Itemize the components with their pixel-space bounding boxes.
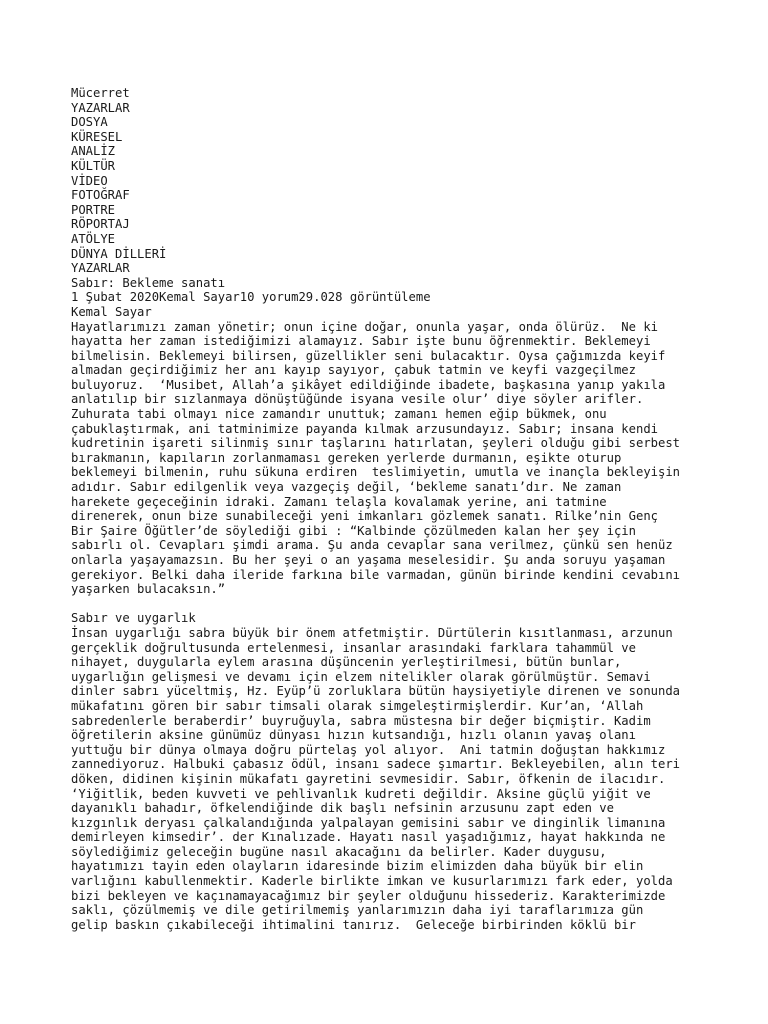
text-line: bizi bekleyen ve kaçınamayacağımız bir şeyler olduğunu hissederiz. Karakterimizde <box>71 888 666 903</box>
article-title: Sabır: Bekleme sanatı <box>71 275 226 290</box>
text-line: beklemeyi bilmenin, ruhu sükuna erdiren teslimiyetin, umutla ve inançla bekleyişin <box>71 465 681 480</box>
text-line: harekete geçeceğinin idraki. Zamanı telaşla kovalamak yerine, ani tatmine <box>71 494 607 509</box>
text-line: öğretilerin aksine günümüz dünyası hızın kutsandığı, hızlı olanın yavaş olanı <box>71 728 636 743</box>
text-line: ‘Yiğitlik, beden kuvveti ve pehlivanlık kudreti değildir. Aksine güçlü yiğit ve <box>71 786 651 801</box>
text-line: gelip baskın çıkabileceği ihtimalini tanırız. Geleceğe birbirinden köklü bir <box>71 917 636 932</box>
text-line: sabredenlerle beraberdir’ buyruğuyla, sabra müstesna bir değer biçmiştir. Kadim <box>71 713 651 728</box>
text-line: sabırlı ol. Cevapları şimdi arama. Şu anda cevaplar sana verilmez, çünkü sen henüz <box>71 538 673 553</box>
section-heading: Sabır ve uygarlık <box>71 611 196 626</box>
nav-item-yazarlar[interactable]: YAZARLAR <box>71 100 130 115</box>
nav-item-kuresel[interactable]: KÜRESEL <box>71 129 123 144</box>
text-line: saklı, çözülmemiş ve dile getirilmemiş yanlarımızın daha iyi taraflarımıza gün <box>71 903 644 918</box>
text-line: gerçeklik doğrultusunda ertelenmesi, insanlar arasındaki farklara tahammül ve <box>71 640 636 655</box>
nav-item-dosya[interactable]: DOSYA <box>71 115 108 130</box>
text-line: kızgınlık deryası çalkalandığında yalpalayan gemisini sabır ve dinginlik limanına <box>71 815 666 830</box>
text-line: Bir Şaire Öğütler’de söylediği gibi : “Kalbinde çözülmeden kalan her şey için <box>71 523 636 538</box>
text-line: varlığını kabullenmektir. Kaderle birlikte imkan ve kusurlarımızı fark eder, yolda <box>71 874 673 889</box>
text-line: kudretinin işareti silinmiş sınır taşlarını hatırlatan, şeyleri olduğu gibi serbest <box>71 436 681 451</box>
nav-item-roportaj[interactable]: RÖPORTAJ <box>71 217 130 232</box>
article-intro-paragraph <box>71 320 761 597</box>
nav-item-atolye[interactable]: ATÖLYE <box>71 231 116 246</box>
nav-item-kultur[interactable]: KÜLTÜR <box>71 158 116 173</box>
text-line: söylediğimiz geleceğin bugüne nasıl akacağını da belirler. Kader duygusu, <box>71 844 607 859</box>
nav-item-video[interactable]: VİDEO <box>71 173 108 188</box>
article-author[interactable]: Kemal Sayar <box>71 304 152 319</box>
text-line: yaşarken bulacaksın.” <box>71 582 226 597</box>
text-line: Zuhurata tabi olmayı nice zamandır unuttuk; zamanı hemen eğip bükmek, onu <box>71 407 607 422</box>
text-line: adıdır. Sabır edilgenlik veya vazgeçiş değil, ‘bekleme sanatı’dır. Ne zaman <box>71 480 622 495</box>
text-line: yuttuğu bir dünya olmaya doğru pürtelaş yol alıyor. Ani tatmin doğuştan hakkımız <box>71 742 666 757</box>
section-paragraph <box>71 626 761 932</box>
nav-menu <box>71 101 761 276</box>
text-line: Hayatlarımızı zaman yönetir; onun içine doğar, onunla yaşar, onda ölürüz. Ne ki <box>71 319 658 334</box>
text-line: bilmelisin. Beklemeyi bilirsen, güzellikler seni bulacaktır. Oysa çağımızda keyif <box>71 348 666 363</box>
text-line: anlatılıp bir sızlanmaya dönüştüğünde isyana vesile olur’ diye söyler arifler. <box>71 392 644 407</box>
text-line: zannediyoruz. Halbuki çabasız ödül, insanı sadece şımartır. Bekleyebilen, alın teri <box>71 757 681 772</box>
text-line: İnsan uygarlığı sabra büyük bir önem atfetmiştir. Dürtülerin kısıtlanması, arzunun <box>71 625 673 640</box>
nav-item-analiz[interactable]: ANALİZ <box>71 144 116 159</box>
text-line: bırakmanın, kapıların zorlanmaması gereken yerlerde durmanın, eşikte oturup <box>71 450 622 465</box>
text-line: almadan geçirdiğimiz her anı kayıp sayıyor, çabuk tatmin ve keyfi vazgeçilmez <box>71 363 636 378</box>
text-line: mükafatını gören bir sabır timsali olarak simgeleştirmişlerdir. Kur’an, ‘Allah <box>71 698 644 713</box>
text-line: dinler sabrı yüceltmiş, Hz. Eyüp’ü zorluklara bütün haysiyetiyle direnen ve sonunda <box>71 684 681 699</box>
text-line: gerekiyor. Belki daha ileride farkına bile varmadan, günün birinde kendini cevabını <box>71 567 681 582</box>
article-meta: 1 Şubat 2020Kemal Sayar10 yorum29.028 görüntüleme <box>71 290 431 305</box>
paragraph-gap <box>71 597 761 612</box>
nav-item-portre[interactable]: PORTRE <box>71 202 116 217</box>
nav-item-yazarlar-2[interactable]: YAZARLAR <box>71 261 130 276</box>
text-line: döken, didinen kişinin mükafatı gayretini sevmesidir. Sabır, öfkenin de ilacıdır. <box>71 771 666 786</box>
text-line: dayanıklı bahadır, öfkelendiğinde dik başlı nefsinin arzusunu zapt eden ve <box>71 801 614 816</box>
text-line: onlarla yaşayamazsın. Bu her şeyi o an yaşama meselesidir. Şu anda soruyu yaşaman <box>71 553 666 567</box>
document-page <box>71 86 761 932</box>
text-line: demirleyen kimsedir’. der Kınalızade. Hayatı nasıl yaşadığımız, hayat hakkında ne <box>71 830 666 845</box>
text-line: nihayet, duygularla eylem arasına düşüncenin yerleştirilmesi, bütün bunlar, <box>71 655 622 670</box>
site-brand[interactable]: Mücerret <box>71 86 130 100</box>
text-line: direnerek, onun bize sunabileceği yeni imkanları gözlemek sanatı. Rilke’nin Genç <box>71 509 658 524</box>
text-line: hayatımızı tayin eden olayların idaresinde bizim elimizden daha büyük bir elin <box>71 859 644 874</box>
text-line: buluyoruz. ‘Musibet, Allah’a şikâyet edildiğinde ibadete, başkasına yanıp yakıla <box>71 377 666 392</box>
nav-item-dunya-dilleri[interactable]: DÜNYA DİLLERİ <box>71 246 167 261</box>
text-line: hayatta her zaman istediğimizi alamayız. Sabır işte bunu öğrenmektir. Beklemeyi <box>71 334 651 349</box>
nav-item-fotograf[interactable]: FOTOĞRAF <box>71 188 130 203</box>
text-line: uygarlığın gelişmesi ve devamı için elzem nitelikler olarak görülmüştür. Semavi <box>71 669 651 684</box>
text-line: çabuklaştırmak, ani tatminimize payanda kılmak arzusundayız. Sabır; insana kendi <box>71 421 658 436</box>
